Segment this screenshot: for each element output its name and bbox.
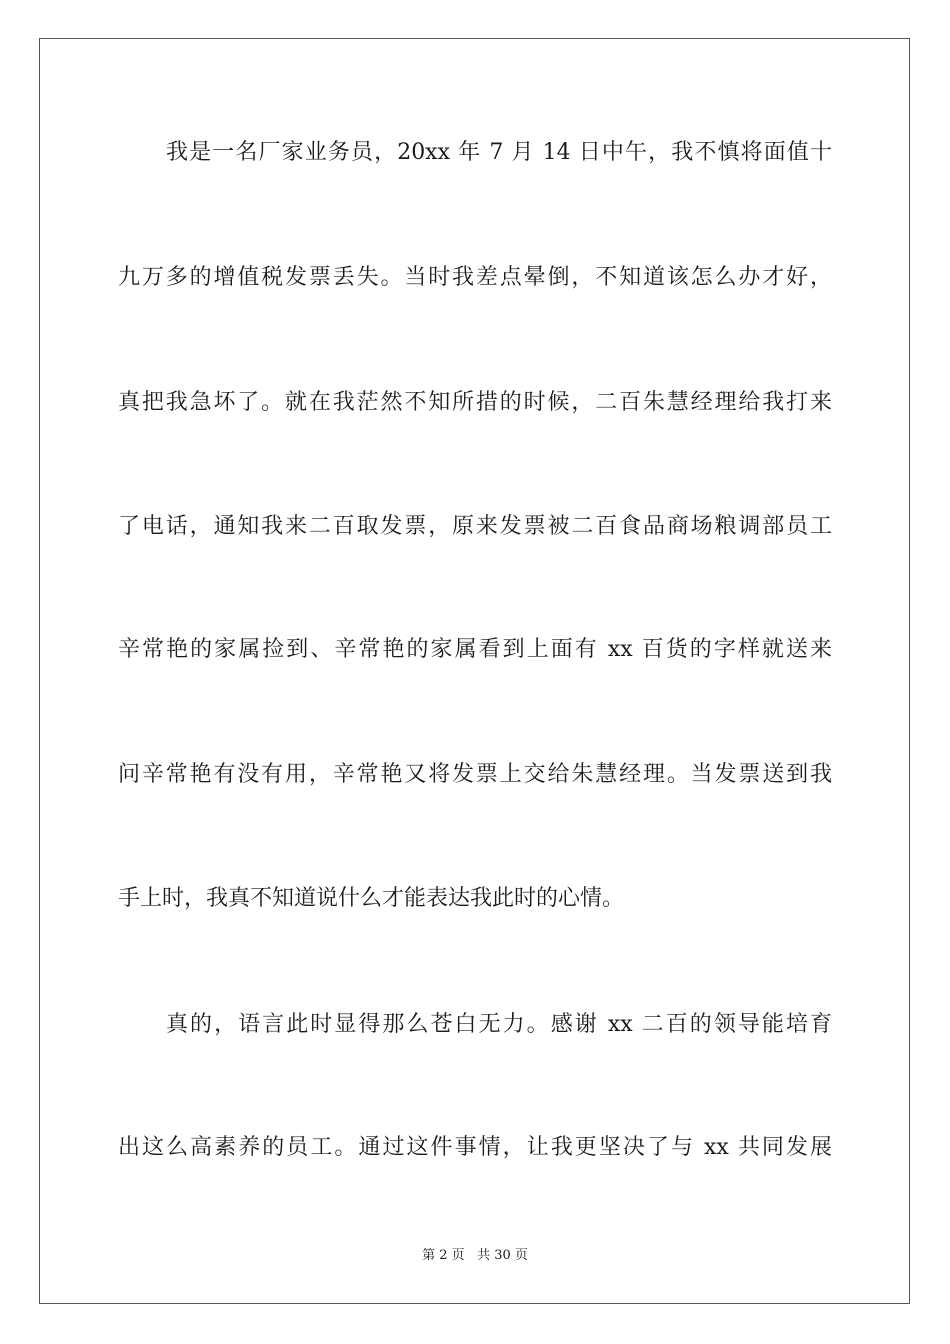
text-line: 了电话，通知我来二百取发票，原来发票被二百食品商场粮调部员工 xyxy=(118,514,832,539)
page-footer xyxy=(0,1248,950,1264)
text-line: 真把我急坏了。就在我茫然不知所措的时候，二百朱慧经理给我打来 xyxy=(118,390,832,415)
text-line: 出这么高素养的员工。通过这件事情，让我更坚决了与 xx 共同发展 xyxy=(118,1135,832,1160)
text-line: 九万多的增值税发票丢失。当时我差点晕倒，不知道该怎么办才好， xyxy=(118,265,832,290)
page-number: 第 2 页 xyxy=(422,1248,465,1263)
text-line: 我是一名厂家业务员，20xx 年 7 月 14 日中午，我不慎将面值十 xyxy=(166,140,832,165)
page-border xyxy=(39,38,910,1304)
page-total: 共 30 页 xyxy=(477,1248,528,1263)
text-line: 真的，语言此时显得那么苍白无力。感谢 xx 二百的领导能培育 xyxy=(166,1012,832,1037)
text-line: 辛常艳的家属捡到、辛常艳的家属看到上面有 xx 百货的字样就送来 xyxy=(118,637,832,662)
text-line: 手上时，我真不知道说什么才能表达我此时的心情。 xyxy=(118,886,625,911)
text-line: 问辛常艳有没有用，辛常艳又将发票上交给朱慧经理。当发票送到我 xyxy=(118,762,832,787)
